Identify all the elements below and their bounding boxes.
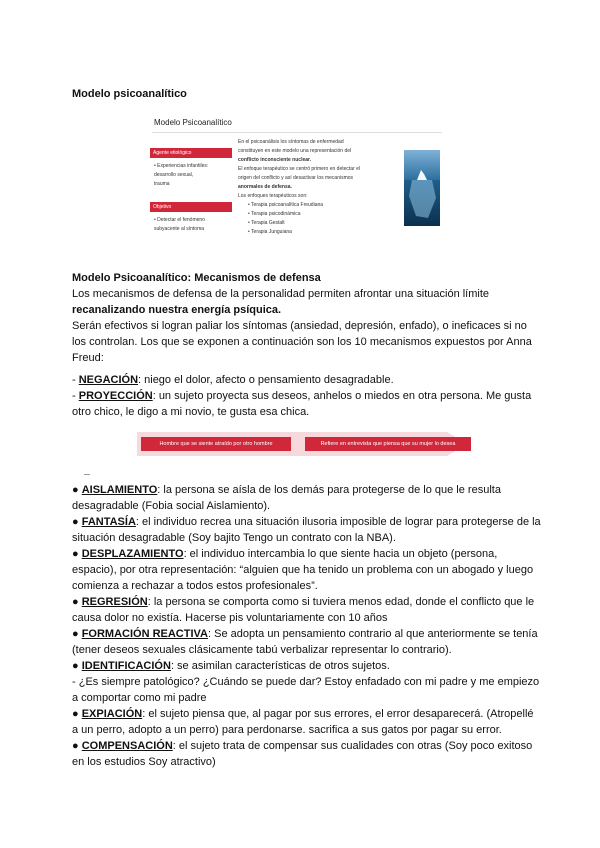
item-text: : Se adopta un pensamiento contrario al que anteriormente se tenía (tener deseos sexuales clásicamente tabú verbalizar representar lo contrario). (72, 628, 538, 656)
item-negacion (72, 372, 542, 388)
item-prefix: - (72, 390, 79, 402)
mechanisms-list (72, 482, 542, 770)
page-title: Modelo psicoanalítico (72, 88, 187, 100)
item-bullet: ● (72, 660, 82, 672)
slide-agent-list (154, 162, 208, 189)
section-intro (72, 270, 542, 366)
item-bullet: ● (72, 740, 82, 752)
question-line: - ¿Es siempre patológico? ¿Cuándo se puede dar? Estoy enfadado con mi padre y me empiezo a comportar como mi padre (72, 676, 540, 704)
item-desplazamiento (72, 546, 542, 594)
item-bullet: ● (72, 628, 82, 640)
item-compensacion (72, 738, 542, 770)
iceberg-image (404, 150, 440, 226)
slide-objective-line: • Detectar el fenómeno (154, 217, 205, 223)
item-expiacion (72, 706, 542, 738)
slide-therapy-item: • Terapia Gestalt (248, 220, 285, 226)
item-text: : el individuo recrea una situación ilusoria imposible de lograr para protegerse de la situación desagradable (Soy bajito Tengo un contrato con la NBA). (72, 516, 541, 544)
intro-text: Los mecanismos de defensa de la personalidad permiten afrontar una situación límite (72, 288, 490, 300)
arrow-diagram (137, 432, 467, 456)
decorative-mark (84, 474, 90, 475)
item-bullet: ● (72, 596, 82, 608)
item-term: REGRESIÓN (81, 596, 148, 608)
slide-text-line: origen del conflicto y así desactivar los mecanismos (238, 175, 354, 181)
slide-therapy-item: • Terapia psicodinámica (248, 211, 301, 217)
item-prefix: - (72, 374, 79, 386)
item-formacion-reactiva (72, 626, 542, 658)
slide-text-line: anormales de defensa. (238, 184, 292, 190)
item-proyeccion (72, 388, 542, 420)
slide-text-line: constituyen en este modelo una representación del (238, 148, 352, 154)
slide-text-line: conflicto inconsciente nuclear. (238, 157, 312, 163)
item-regresion (72, 594, 542, 626)
item-term: PROYECCIÓN (78, 390, 153, 402)
slide-header-agent: Agente etiológico (150, 148, 232, 158)
item-text: : el sujeto trata de compensar sus cualidades con otras (Soy poco exitoso en los estudios Soy atractivo) (72, 740, 533, 768)
slide-therapy-item: • Terapia psicoanalítica Freudiana (248, 202, 324, 208)
item-text: : la persona se aísla de los demás para protegerse de lo que le resulta desagradable (Fobia social Aislamiento). (72, 484, 501, 512)
item-text: : el individuo intercambia lo que siente hacia un objeto (persona, espacio), por otra representación: “alguien que ha tenido un problema con un abogado y luego comienza a rechazar a todos estos profesionales”. (72, 548, 534, 592)
item-term: NEGACIÓN (78, 374, 139, 386)
arrow-right-box: Refiere en entrevista que piensa que su mujer lo desea (305, 437, 471, 451)
item-bullet: ● (72, 548, 82, 560)
slide-text-line: En el psicoanálisis los síntomas de enfermedad (238, 139, 344, 145)
intro-paragraph (72, 286, 542, 318)
arrow-left-box: Hombre que se siente atraído por otro hombre (141, 437, 291, 451)
item-text: : niego el dolor, afecto o pensamiento desagradable. (138, 374, 394, 386)
item-term: COMPENSACIÓN (81, 740, 173, 752)
slide-header-objective: Objetivo (150, 202, 232, 212)
item-text: : el sujeto piensa que, al pagar por sus errores, el error desaparecerá. (Atropellé a un perro, adopto a un perro) para perdonarse. sacrifica a sus gatos por pagar su error. (72, 708, 534, 736)
item-text: : la persona se comporta como si tuviera menos edad, donde el conflicto que le causa dolor no existía. Hacerse pis voluntariamente con 10 años (72, 596, 535, 624)
item-identificacion (72, 658, 542, 674)
slide-text-line: El enfoque terapéutico se centró primero en detectar el (238, 166, 361, 172)
item-text: : se asimilan características de otros sujetos. (170, 660, 390, 672)
section-heading: Modelo Psicoanalítico: Mecanismos de defensa (72, 272, 321, 284)
slide-objective-list (154, 216, 205, 234)
item-term: EXPIACIÓN (81, 708, 143, 720)
item-term: FANTASÍA (81, 516, 136, 528)
slide-image (146, 112, 446, 264)
slide-objective-line: subyacente al síntoma (154, 226, 205, 232)
item-term: FORMACIÓN REACTIVA (81, 628, 208, 640)
mechanisms-list-top (72, 372, 542, 420)
item-bullet: ● (72, 516, 82, 528)
item-bullet: ● (72, 484, 82, 496)
item-fantasia (72, 514, 542, 546)
item-text: : un sujeto proyecta sus deseos, anhelos o miedos en otra persona. Me gusta otro chico, le digo a mi novio, te gusta esa chica. (72, 390, 532, 418)
slide-divider (152, 132, 442, 133)
slide-text-line: Los enfoques terapéuticos son: (238, 193, 308, 199)
slide-agent-line: trauma (154, 181, 170, 187)
slide-agent-line: • Experiencias infantiles: (154, 163, 209, 169)
slide-therapy-item: • Terapia Junguiana (248, 229, 292, 235)
intro-paragraph-2: Serán efectivos si logran paliar los síntomas (ansiedad, depresión, enfado), o ineficaces si no los controlan. Los que se exponen a continuación son los 10 mecanismos expuestos por Anna Freud: (72, 320, 532, 364)
intro-bold: recanalizando nuestra energía psíquica. (72, 304, 282, 316)
item-aislamiento (72, 482, 542, 514)
slide-agent-line: desarrollo sexual, (154, 172, 194, 178)
slide-title: Modelo Psicoanalítico (154, 118, 232, 127)
item-bullet: ● (72, 708, 82, 720)
slide-body-text (238, 138, 388, 237)
item-term: AISLAMIENTO (81, 484, 158, 496)
item-term: IDENTIFICACIÓN (81, 660, 171, 672)
item-term: DESPLAZAMIENTO (81, 548, 184, 560)
